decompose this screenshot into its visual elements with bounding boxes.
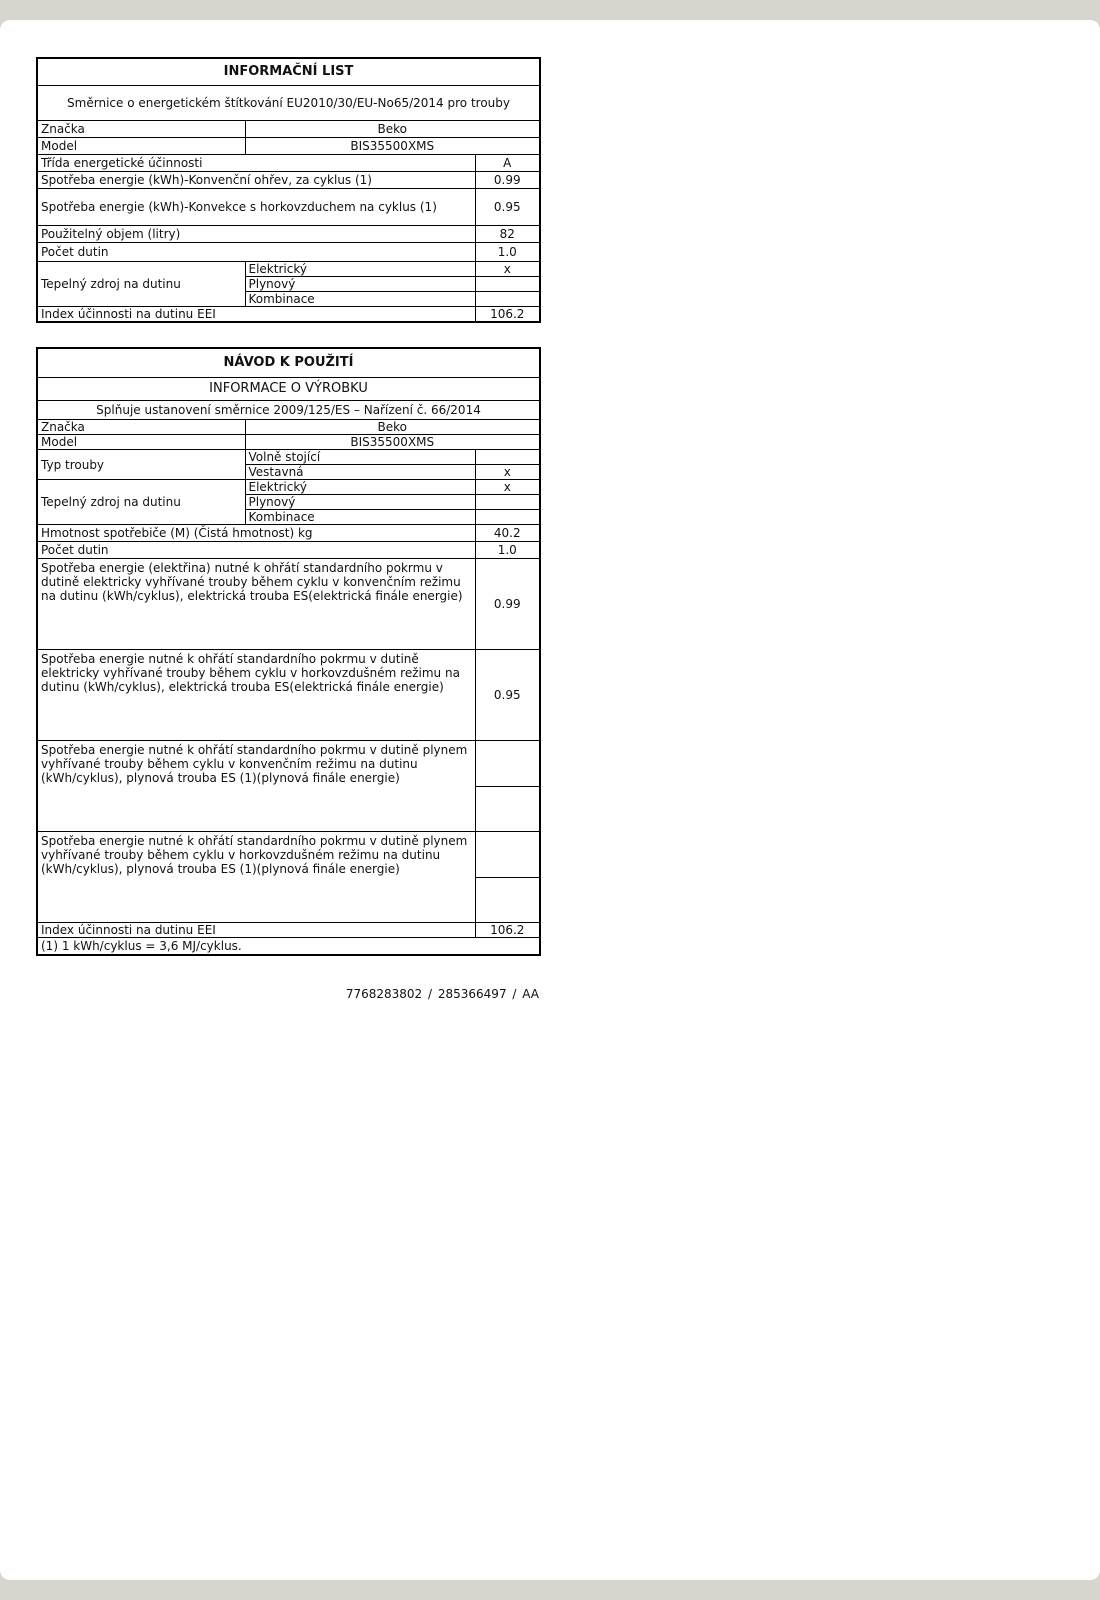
heat-source-label: Tepelný zdroj na dutinu bbox=[37, 262, 245, 307]
consumption-conventional-value: 0.99 bbox=[475, 172, 540, 189]
eei-value: 106.2 bbox=[475, 307, 540, 323]
model-value: BIS35500XMS bbox=[245, 138, 540, 155]
sheet-title: INFORMAČNÍ LIST bbox=[37, 58, 540, 86]
brand-value: Beko bbox=[245, 121, 540, 138]
gas-fan-consumption-label: Spotřeba energie nutné k ohřátí standardního pokrmu v dutině plynem vyhřívané trouby během cyklu v horkovzdušném režimu na dutinu (kWh/cyklus), plynová trouba ES (1)(plynová finále energie) bbox=[37, 832, 475, 923]
oven-type-label: Typ trouby bbox=[37, 450, 245, 480]
cavities-label: Počet dutin bbox=[37, 243, 475, 262]
heat-combi-value bbox=[475, 292, 540, 307]
eei-value: 106.2 bbox=[475, 923, 540, 938]
document-code: 7768283802 / 285366497 / AA bbox=[345, 987, 539, 1001]
electric-conventional-consumption-label: Spotřeba energie (elektřina) nutné k ohřátí standardního pokrmu v dutině elektricky vyhřívané trouby během cyklu v konvenčním režimu na dutinu (kWh/cyklus), elektrická trouba ES(elektrická finále energie) bbox=[37, 559, 475, 650]
model-label: Model bbox=[37, 138, 245, 155]
footnote: (1) 1 kWh/cyklus = 3,6 MJ/cyklus. bbox=[37, 938, 540, 956]
electric-conventional-consumption-value: 0.99 bbox=[475, 559, 540, 650]
electric-fan-consumption-value: 0.95 bbox=[475, 650, 540, 741]
heat-electric-label: Elektrický bbox=[245, 262, 475, 277]
model-value: BIS35500XMS bbox=[245, 435, 540, 450]
compliance-text: Splňuje ustanovení směrnice 2009/125/ES – Nařízení č. 66/2014 bbox=[37, 401, 540, 420]
freestanding-label: Volně stojící bbox=[245, 450, 475, 465]
heat-gas-value bbox=[475, 277, 540, 292]
gas-conventional-value-cell-2 bbox=[475, 786, 540, 832]
eei-label: Index účinnosti na dutinu EEI bbox=[37, 923, 475, 938]
instructions-sheet-table bbox=[36, 347, 541, 956]
consumption-fan-label: Spotřeba energie (kWh)-Konvekce s horkovzduchem na cyklus (1) bbox=[37, 189, 475, 226]
information-sheet-table bbox=[36, 57, 541, 323]
freestanding-value bbox=[475, 450, 540, 465]
heat-electric-value: x bbox=[475, 480, 540, 495]
instructions-title: NÁVOD K POUŽITÍ bbox=[37, 348, 540, 378]
consumption-conventional-label: Spotřeba energie (kWh)-Konvenční ohřev, za cyklus (1) bbox=[37, 172, 475, 189]
information-sheet bbox=[36, 57, 541, 323]
model-label: Model bbox=[37, 435, 245, 450]
heat-combi-label: Kombinace bbox=[245, 292, 475, 307]
volume-value: 82 bbox=[475, 226, 540, 243]
cavities-value: 1.0 bbox=[475, 243, 540, 262]
mass-label: Hmotnost spotřebiče (M) (Čistá hmotnost) kg bbox=[37, 525, 475, 542]
heat-electric-value: x bbox=[475, 262, 540, 277]
instructions-sheet bbox=[36, 347, 541, 956]
gas-conventional-value-cell-1 bbox=[475, 741, 540, 787]
builtin-value: x bbox=[475, 465, 540, 480]
gas-fan-value-cell-2 bbox=[475, 877, 540, 923]
heat-combi-value bbox=[475, 510, 540, 525]
heat-electric-label: Elektrický bbox=[245, 480, 475, 495]
heat-gas-label: Plynový bbox=[245, 495, 475, 510]
energy-class-label: Třída energetické účinnosti bbox=[37, 155, 475, 172]
directive-subtitle: Směrnice o energetickém štítkování EU2010/30/EU-No65/2014 pro trouby bbox=[37, 86, 540, 121]
gas-conventional-consumption-label: Spotřeba energie nutné k ohřátí standardního pokrmu v dutině plynem vyhřívané trouby během cyklu v konvenčním režimu na dutinu (kWh/cyklus), plynová trouba ES (1)(plynová finále energie) bbox=[37, 741, 475, 832]
cavities-label: Počet dutin bbox=[37, 542, 475, 559]
heat-gas-value bbox=[475, 495, 540, 510]
eei-label: Index účinnosti na dutinu EEI bbox=[37, 307, 475, 323]
gas-fan-value-cell-1 bbox=[475, 832, 540, 878]
builtin-label: Vestavná bbox=[245, 465, 475, 480]
volume-label: Použitelný objem (litry) bbox=[37, 226, 475, 243]
energy-class-value: A bbox=[475, 155, 540, 172]
consumption-fan-value: 0.95 bbox=[475, 189, 540, 226]
electric-fan-consumption-label: Spotřeba energie nutné k ohřátí standardního pokrmu v dutině elektricky vyhřívané trouby během cyklu v horkovzdušném režimu na dutinu (kWh/cyklus), elektrická trouba ES(elektrická finále energie) bbox=[37, 650, 475, 741]
brand-label: Značka bbox=[37, 420, 245, 435]
cavities-value: 1.0 bbox=[475, 542, 540, 559]
product-info-heading: INFORMACE O VÝROBKU bbox=[37, 378, 540, 401]
brand-value: Beko bbox=[245, 420, 540, 435]
mass-value: 40.2 bbox=[475, 525, 540, 542]
brand-label: Značka bbox=[37, 121, 245, 138]
heat-gas-label: Plynový bbox=[245, 277, 475, 292]
heat-combi-label: Kombinace bbox=[245, 510, 475, 525]
heat-source-label: Tepelný zdroj na dutinu bbox=[37, 480, 245, 525]
